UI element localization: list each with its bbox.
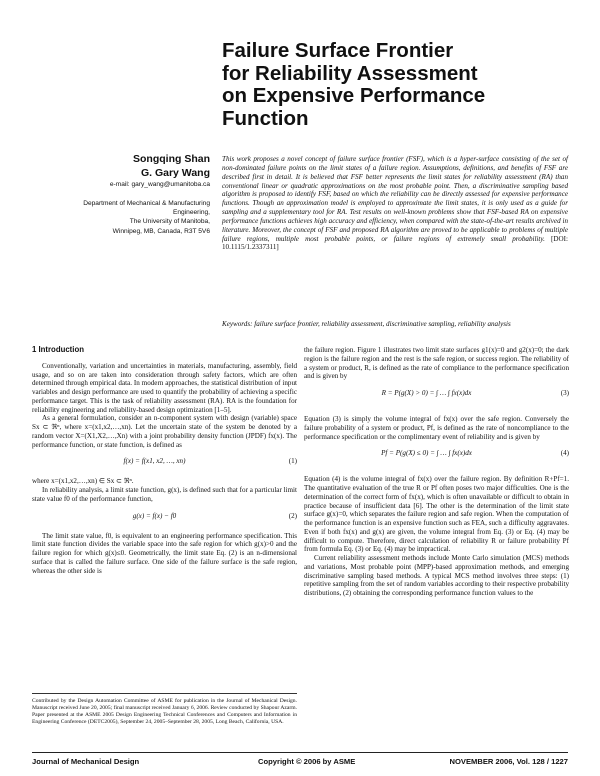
author-name: G. Gary Wang (140, 167, 210, 179)
paragraph: The limit state value, f0, is equivalent to an engineering performance specification. This limit state function divides the variable space into the safe region for which g(x)>0 and the failure region for which g(x)≤0. Geometrically, the limit state Eq. (2) is an n-dimensional surface that is called the failure surface. One side of the failure surface is the safe region, whereas the other side is (32, 531, 297, 575)
affiliation-line: The University of Manitoba, (129, 218, 210, 226)
affiliation-line: Engineering, (172, 209, 210, 217)
title-line: for Reliability Assessment (222, 61, 478, 85)
equation-body: f(x) = f(x1, x2, …, xn) (123, 457, 186, 466)
paragraph: Equation (4) is the volume integral of fx(x) over the failure region. By definition R+Pf=1. The quantitative evaluation of the true R or Pf often poses two major difficulties. One is the determination of the correct form of fx(x), which is often unavailable or difficult to obtain in practice because of insufficient data [6]. The other is the determination of the limit state surface g(x)=0, which separates the failure region and safe region. When the computation of the performance function is an expensive function such as FEA, such a difficulty aggravates. Even if both fx(x) and g(x) are given, the volume integral from Eq. (3) or Eq. (4) may be difficult to compute. Therefore, direct calculation of reliability R or failure probability Pf from formula Eq. (3) or Eq. (4) may be impractical. (304, 475, 569, 554)
paper-title (222, 40, 552, 130)
copyright: Copyright © 2006 by ASME (258, 757, 356, 766)
right-column (304, 346, 569, 598)
abstract-text: This work proposes a novel concept of failure surface frontier (FSF), which is a hyper-surface consisting of the set of non-dominated failure points on the limit states of a failure region. Assumptions, definitions, and benefits of FSF are described first in detail. It is believed that FSF better represents the limit states for reliability assessment (RA) than conventional linear or quadratic approximations on the most probable point. Then, a discriminative sampling based algorithm is proposed to identify FSF, based on which the reliability can be directly assessed for expensive performance functions. Though an approximation model is employed to approximate the limit states, it is only used as a guide for sampling and a supplementary tool for RA. Test results on well-known problems show that FSF-based RA on expensive performance functions achieves high accuracy and efficiency, when compared with the state-of-the-art results archived in literature. Moreover, the concept of FSF and proposed RA algorithm are proved to be applicable to problems of multiple failure regions, multiple most probable points, or failure regions of extremely small probability. (222, 155, 568, 243)
equation (304, 384, 569, 412)
title-line: Function (222, 106, 309, 130)
doi-link[interactable]: [DOI: 10.1115/1.2337311] (222, 234, 568, 252)
affiliation-line: Winnipeg, MB, Canada, R3T 5V6 (112, 227, 210, 235)
footer-rule (32, 752, 568, 753)
author-name: Songqing Shan (133, 153, 210, 165)
equation-number: (2) (288, 511, 297, 520)
equation (32, 507, 297, 529)
author-email: e-mail: gary_wang@umanitoba.ca (109, 181, 210, 188)
section-heading: 1 Introduction (32, 345, 84, 354)
journal-name: Journal of Mechanical Design (32, 757, 140, 766)
equation-number: (4) (560, 449, 569, 458)
affiliation-line: Department of Mechanical & Manufacturing (83, 200, 210, 207)
author-affiliation (20, 199, 210, 236)
paragraph: Current reliability assessment methods include Monte Carlo simulation (MCS) methods and variations, Most probable point (MPP)-based approximation methods, and emerging discriminative sampling based methods. A typical MCS method involves three steps: (1) repetitive sampling from the set of random variables according to their respective probability distributions, (2) obtaining the corresponding performance function values to the (304, 554, 569, 597)
paragraph: Equation (3) is simply the volume integral of fx(x) over the safe region. Conversely the failure probability of a system or product, Pf, is defined as the rate of noncompliance to the performance specification or the complimentary event of reliability and is given by (304, 415, 569, 441)
equation-number: (1) (288, 457, 297, 466)
left-column (32, 346, 297, 575)
title-line: Failure Surface Frontier (222, 39, 454, 62)
equation-body: R = P(g(X) > 0) = ∫ … ∫ fx(x)dx (381, 389, 472, 397)
paragraph: where x=(x1,x2,…,xn) ∈ Sx ⊂ ℜⁿ. (32, 477, 134, 486)
paragraph: As a general formulation, consider an n-component system with design (variable) space Sx ⊂ ℜⁿ, where x=(x1,x2,…,xn). Let the uncertain state of the system be denoted by a random vector X=(X1,X2,…,Xn) with a joint probability density function (JPDF) fx(x). The performance function, or state function, is defined as (32, 414, 297, 449)
equation-body: Pf = P(g(X) ≤ 0) = ∫ … ∫ fx(x)dx (381, 449, 472, 458)
issue-page: NOVEMBER 2006, Vol. 128 / 1227 (449, 757, 568, 766)
author-block (20, 152, 210, 236)
abstract (222, 155, 568, 252)
equation-body: g(x) = f(x) − f0 (132, 511, 177, 520)
equation (32, 452, 297, 474)
equation (304, 444, 569, 472)
paragraph: In reliability analysis, a limit state function, g(x), is defined such that for a particular limit state value f0 of the performance function, (32, 486, 297, 503)
equation-number: (3) (560, 389, 569, 397)
paragraph: the failure region. Figure 1 illustrates two limit state surfaces g1(x)=0 and g2(x)=0; the dark region is the failure region and the rest is the safe region, or success region. The reliability of a system or product, R, is defined as the rate of compliance to the performance specification and is given by (304, 346, 569, 381)
title-line: on Expensive Performance (222, 84, 486, 107)
keywords: Keywords: failure surface frontier, reliability assessment, discriminative sampling, reliability analysis (222, 320, 511, 328)
paragraph: Conventionally, variation and uncertainties in materials, manufacturing, assembly, field usage, and so on are taken into consideration through safety factors, which are often determined through empirical data. In modern approaches, the statistical distribution of input variables and design performance are used to quantify the probability of achieving a specific performance target. This is the task of reliability assessment (RA). RA is the foundation for reliability engineering and reliability-based design optimization [1–5]. (32, 361, 297, 414)
footnote: Contributed by the Design Automation Committee of ASME for publication in the Journal of Mechanical Design. Manuscript received June 20, 2005; final manuscript received January 6, 2006. Review conducted by Shapour Azarm. Paper presented at the ASME 2005 Design Engineering Technical Conferences and Computers and Information in Engineering Conference (DETC2005), September 24, 2005–September 28, 2005, Long Beach, California, USA. (32, 693, 297, 726)
